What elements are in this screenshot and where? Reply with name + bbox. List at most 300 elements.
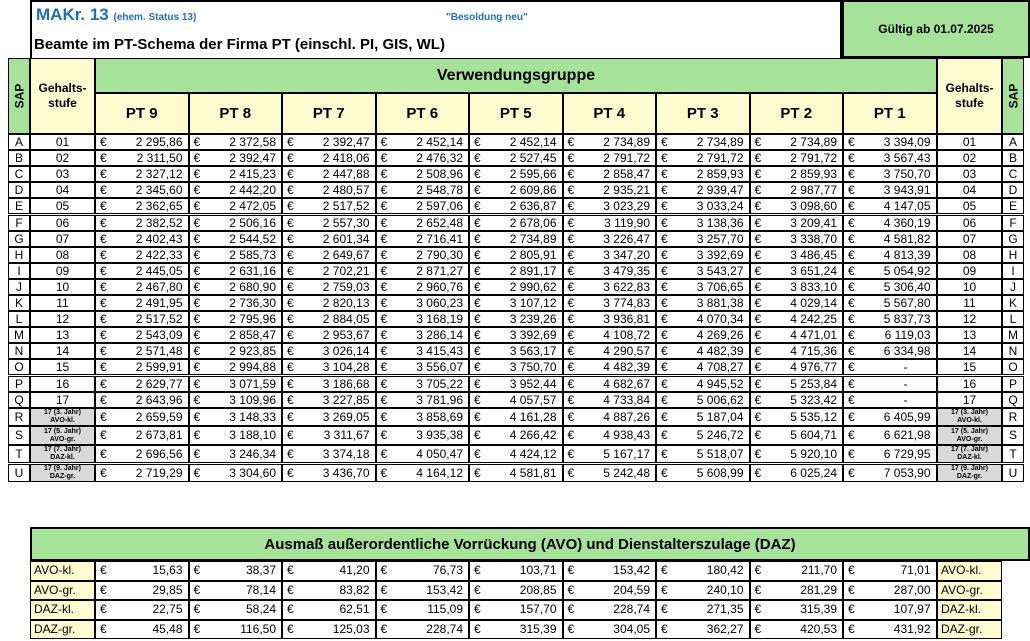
salary-cell — [282, 279, 376, 295]
avo-cell — [656, 581, 750, 601]
gehaltsstufe-left: 13 — [30, 327, 95, 343]
salary-cell — [189, 445, 283, 464]
salary-cell — [656, 150, 750, 166]
gehaltsstufe-left: 07 — [30, 231, 95, 247]
salary-value: 2 415,23 — [229, 167, 276, 182]
currency-symbol: € — [380, 215, 388, 230]
salary-cell — [376, 445, 470, 464]
salary-value: 5 054,92 — [883, 263, 931, 278]
salary-value: 4 290,57 — [603, 344, 650, 359]
salary-value: 2 871,27 — [416, 263, 463, 278]
currency-symbol: € — [661, 231, 668, 246]
sap-code-left: Q — [8, 392, 30, 408]
salary-value: 6 405,99 — [883, 409, 931, 424]
salary-cell — [750, 376, 844, 392]
salary-cell — [376, 327, 470, 343]
sap-code-right: D — [1002, 182, 1024, 198]
salary-value: 2 571,48 — [135, 344, 183, 359]
salary-cell — [282, 231, 376, 247]
currency-symbol: € — [287, 231, 294, 246]
salary-value: 2 527,45 — [509, 151, 557, 166]
currency-symbol: € — [287, 446, 294, 461]
currency-symbol: € — [100, 135, 107, 149]
currency-symbol: € — [193, 376, 201, 391]
avo-value: 83,82 — [339, 582, 370, 597]
salary-value: 2 543,09 — [135, 328, 183, 343]
currency-symbol: € — [661, 360, 668, 375]
salary-value: 3 023,29 — [603, 199, 650, 214]
currency-symbol: € — [380, 428, 388, 443]
currency-symbol: € — [100, 247, 107, 262]
avo-label-left: AVO-gr. — [30, 581, 95, 601]
currency-symbol: € — [380, 582, 388, 597]
salary-cell — [282, 426, 376, 445]
currency-symbol: € — [287, 376, 294, 391]
gehaltsstufe-right: 17 (9. Jahr) DAZ-gr. — [937, 464, 1002, 483]
currency-symbol: € — [100, 376, 107, 391]
salary-cell — [843, 445, 937, 464]
avo-section-title: Ausmaß außerordentliche Vorrückung (AVO) und Dienstalterszulage (DAZ) — [30, 527, 1030, 561]
avo-value: 271,35 — [706, 602, 744, 617]
salary-cell — [843, 392, 937, 408]
avo-value: 15,63 — [152, 563, 183, 577]
currency-symbol: € — [848, 199, 855, 214]
salary-cell — [95, 279, 189, 295]
currency-symbol: € — [661, 582, 668, 597]
salary-value: 7 053,90 — [883, 465, 931, 480]
sap-code-right: Q — [1002, 392, 1024, 408]
salary-cell — [189, 279, 283, 295]
salary-value: 2 636,87 — [509, 199, 557, 214]
currency-symbol: € — [661, 621, 668, 636]
salary-value: 3 881,38 — [696, 296, 744, 310]
salary-value: 4 360,19 — [883, 215, 931, 230]
currency-symbol: € — [193, 135, 201, 149]
salary-cell — [282, 215, 376, 231]
currency-symbol: € — [567, 296, 575, 310]
avo-value: 420,53 — [800, 621, 837, 636]
salary-value: 2 884,05 — [322, 312, 370, 327]
salary-cell — [563, 295, 657, 311]
salary-cell — [469, 408, 563, 427]
gehaltsstufe-right: 03 — [937, 166, 1002, 182]
salary-value: 3 781,96 — [416, 392, 463, 407]
currency-symbol: € — [380, 621, 388, 636]
currency-symbol: € — [661, 312, 668, 327]
salary-cell — [656, 182, 750, 198]
salary-cell — [376, 247, 470, 263]
avo-value: 211,70 — [801, 563, 837, 577]
gehaltsstufe-left: 15 — [30, 359, 95, 375]
currency-symbol: € — [193, 392, 201, 407]
currency-symbol: € — [567, 279, 575, 294]
salary-value: 4 471,01 — [790, 328, 837, 343]
currency-symbol: € — [380, 135, 388, 149]
salary-value: 2 442,20 — [229, 183, 276, 198]
currency-symbol: € — [474, 602, 481, 617]
currency-symbol: € — [193, 199, 201, 214]
salary-cell — [95, 134, 189, 150]
gehaltsstufe-right: 07 — [937, 231, 1002, 247]
currency-symbol: € — [567, 344, 575, 359]
salary-cell — [563, 279, 657, 295]
currency-symbol: € — [848, 151, 855, 166]
currency-symbol: € — [380, 167, 388, 182]
avo-label-right: DAZ-kl. — [937, 600, 1002, 620]
avo-label-right: AVO-gr. — [937, 581, 1002, 601]
salary-cell — [95, 376, 189, 392]
salary-value: 2 472,05 — [229, 199, 276, 214]
currency-symbol: € — [380, 296, 388, 310]
currency-symbol: € — [380, 602, 388, 617]
salary-value: 3 563,17 — [509, 344, 557, 359]
currency-symbol: € — [661, 602, 668, 617]
sap-code-right: L — [1002, 311, 1024, 327]
salary-cell — [376, 150, 470, 166]
currency-symbol: € — [848, 183, 855, 198]
gehaltsstufe-right: 12 — [937, 311, 1002, 327]
currency-symbol: € — [287, 215, 294, 230]
salary-cell — [843, 198, 937, 214]
salary-cell — [656, 464, 750, 483]
salary-value: 4 715,36 — [790, 344, 837, 359]
salary-cell — [189, 134, 283, 150]
salary-cell — [189, 376, 283, 392]
avo-value: 107,97 — [893, 602, 931, 617]
salary-cell — [376, 215, 470, 231]
salary-value: 2 599,91 — [135, 360, 183, 375]
currency-symbol: € — [193, 409, 201, 424]
pt-group-header: PT 2 — [750, 93, 844, 134]
currency-symbol: € — [567, 312, 575, 327]
salary-value: 4 976,77 — [790, 360, 837, 375]
currency-symbol: € — [754, 409, 762, 424]
salary-value: 2 719,29 — [135, 465, 183, 480]
salary-value: 3 706,65 — [696, 279, 744, 294]
salary-value: 2 480,57 — [322, 183, 370, 198]
salary-value: 2 557,30 — [322, 215, 370, 230]
salary-value: 3 104,28 — [322, 360, 370, 375]
currency-symbol: € — [100, 199, 107, 214]
avo-cell — [469, 600, 563, 620]
salary-value: 3 033,24 — [696, 199, 744, 214]
gehaltsstufe-left: 10 — [30, 279, 95, 295]
avo-cell — [282, 561, 376, 581]
avo-value: 58,24 — [245, 602, 276, 617]
salary-cell — [750, 134, 844, 150]
sap-code-right: T — [1002, 445, 1024, 464]
verwendungsgruppe-header: Verwendungsgruppe — [95, 58, 937, 93]
avo-value: 115,09 — [427, 602, 463, 617]
gehaltsstufe-left: 11 — [30, 295, 95, 311]
salary-value: 3 311,67 — [323, 428, 370, 443]
currency-symbol: € — [848, 247, 855, 262]
currency-symbol: € — [754, 199, 762, 214]
salary-value: 2 791,72 — [790, 151, 837, 166]
sap-code-right: I — [1002, 263, 1024, 279]
salary-cell — [656, 295, 750, 311]
salary-cell — [563, 215, 657, 231]
salary-value: 3 622,83 — [603, 279, 650, 294]
currency-symbol: € — [754, 446, 762, 461]
salary-value: 3 392,69 — [509, 328, 557, 343]
currency-symbol: € — [661, 428, 668, 443]
currency-symbol: € — [567, 563, 575, 577]
salary-cell — [656, 263, 750, 279]
salary-cell — [656, 198, 750, 214]
gehaltsstufe-right: 14 — [937, 343, 1002, 359]
avo-cell — [843, 600, 937, 620]
salary-value: 4 050,47 — [416, 446, 463, 461]
currency-symbol: € — [287, 328, 294, 343]
currency-symbol: € — [474, 446, 481, 461]
salary-cell — [750, 464, 844, 483]
salary-cell — [189, 166, 283, 182]
salary-value: 3 269,05 — [322, 409, 370, 424]
salary-value: 5 567,80 — [883, 296, 931, 310]
salary-value: 5 608,99 — [696, 465, 744, 480]
sap-code-right: F — [1002, 215, 1024, 231]
currency-symbol: € — [474, 563, 481, 577]
salary-value: 4 108,72 — [603, 328, 650, 343]
avo-cell — [656, 620, 750, 640]
gehaltsstufe-left: 03 — [30, 166, 95, 182]
salary-value: 6 025,24 — [790, 465, 837, 480]
currency-symbol: € — [287, 392, 294, 407]
currency-symbol: € — [848, 428, 855, 443]
currency-symbol: € — [287, 263, 294, 278]
currency-symbol: € — [287, 279, 294, 294]
currency-symbol: € — [661, 263, 668, 278]
scheme-code-text: MAKr. 13 — [36, 5, 109, 24]
gehaltsstufe-right: 16 — [937, 376, 1002, 392]
gehaltsstufe-left: 17 (3. Jahr) AVO-kl. — [30, 408, 95, 427]
sap-code-left: G — [8, 231, 30, 247]
currency-symbol: € — [848, 582, 855, 597]
avo-cell — [563, 620, 657, 640]
gehaltsstufe-left: 17 (5. Jahr) AVO-gr. — [30, 426, 95, 445]
salary-value: 3 338,70 — [790, 231, 837, 246]
gehaltsstufe-right: 17 (3. Jahr) AVO-kl. — [937, 408, 1002, 427]
avo-value: 41,20 — [339, 563, 370, 577]
sap-code-right: E — [1002, 198, 1024, 214]
salary-value: 6 729,95 — [883, 446, 931, 461]
salary-value: 2 295,86 — [135, 135, 183, 149]
sap-header-right — [1002, 58, 1024, 134]
currency-symbol: € — [567, 263, 575, 278]
salary-cell — [95, 408, 189, 427]
avo-value: 62,51 — [339, 602, 370, 617]
avo-value: 362,27 — [706, 621, 744, 636]
currency-symbol: € — [754, 215, 762, 230]
currency-symbol: € — [380, 465, 388, 480]
salary-cell — [563, 359, 657, 375]
currency-symbol: € — [287, 135, 294, 149]
salary-cell — [563, 166, 657, 182]
salary-cell — [95, 464, 189, 483]
currency-symbol: € — [193, 621, 201, 636]
currency-symbol: € — [848, 563, 855, 577]
salary-cell — [376, 231, 470, 247]
sap-header-right-label: SAP — [1006, 83, 1020, 109]
salary-cell — [189, 150, 283, 166]
salary-cell — [376, 134, 470, 150]
salary-cell — [656, 327, 750, 343]
salary-cell — [376, 295, 470, 311]
gehaltsstufe-right: 13 — [937, 327, 1002, 343]
currency-symbol: € — [287, 409, 294, 424]
sap-code-left: I — [8, 263, 30, 279]
salary-cell — [282, 295, 376, 311]
salary-value: 2 716,41 — [416, 231, 463, 246]
avo-cell — [563, 600, 657, 620]
salary-value: 2 345,60 — [135, 183, 183, 198]
salary-cell — [750, 198, 844, 214]
currency-symbol: € — [100, 231, 107, 246]
currency-symbol: € — [474, 428, 481, 443]
avo-cell — [750, 620, 844, 640]
currency-symbol: € — [754, 563, 762, 577]
currency-symbol: € — [567, 151, 575, 166]
salary-value: 6 119,03 — [884, 328, 931, 343]
currency-symbol: € — [100, 167, 107, 182]
currency-symbol: € — [474, 296, 481, 310]
salary-value: 2 960,76 — [416, 279, 463, 294]
gehaltsstufe-left: 12 — [30, 311, 95, 327]
avo-cell — [189, 581, 283, 601]
gehaltsstufe-left: 17 — [30, 392, 95, 408]
salary-value: 2 452,14 — [416, 135, 463, 149]
salary-value: - — [903, 376, 908, 391]
salary-value: 2 392,47 — [322, 135, 370, 149]
salary-cell — [750, 445, 844, 464]
salary-cell — [282, 327, 376, 343]
salary-cell — [843, 426, 937, 445]
salary-value: 3 148,33 — [229, 409, 276, 424]
currency-symbol: € — [848, 263, 855, 278]
avo-value: 29,85 — [152, 582, 183, 597]
currency-symbol: € — [380, 376, 388, 391]
salary-value: 3 943,91 — [883, 183, 931, 198]
avo-label-left: AVO-kl. — [30, 561, 95, 581]
sap-code-right: U — [1002, 464, 1024, 483]
currency-symbol: € — [474, 376, 481, 391]
salary-value: 3 935,38 — [416, 428, 463, 443]
currency-symbol: € — [661, 199, 668, 214]
avo-cell — [282, 581, 376, 601]
gehaltsstufe-right: 01 — [937, 134, 1002, 150]
salary-cell — [563, 198, 657, 214]
currency-symbol: € — [848, 465, 855, 480]
currency-symbol: € — [474, 409, 481, 424]
currency-symbol: € — [193, 247, 201, 262]
currency-symbol: € — [474, 135, 481, 149]
currency-symbol: € — [754, 263, 762, 278]
currency-symbol: € — [193, 446, 201, 461]
currency-symbol: € — [474, 328, 481, 343]
salary-cell — [656, 215, 750, 231]
currency-symbol: € — [380, 563, 388, 577]
salary-value: 2 734,89 — [696, 135, 744, 149]
gehaltsstufe-left: 04 — [30, 182, 95, 198]
salary-value: 2 795,96 — [229, 312, 276, 327]
salary-cell — [469, 247, 563, 263]
currency-symbol: € — [100, 215, 107, 230]
salary-cell — [843, 134, 937, 150]
gehaltsstufe-right: 17 — [937, 392, 1002, 408]
salary-value: 2 517,52 — [135, 312, 183, 327]
salary-cell — [469, 343, 563, 359]
currency-symbol: € — [567, 183, 575, 198]
salary-value: 5 837,73 — [883, 312, 931, 327]
currency-symbol: € — [848, 215, 855, 230]
salary-value: 2 629,77 — [135, 376, 183, 391]
currency-symbol: € — [567, 409, 575, 424]
salary-cell — [95, 182, 189, 198]
currency-symbol: € — [287, 296, 294, 310]
salary-value: 2 859,93 — [696, 167, 744, 182]
currency-symbol: € — [193, 215, 201, 230]
currency-symbol: € — [100, 392, 107, 407]
currency-symbol: € — [661, 151, 668, 166]
currency-symbol: € — [193, 563, 201, 577]
currency-symbol: € — [100, 582, 107, 597]
salary-cell — [469, 279, 563, 295]
salary-value: 3 060,23 — [416, 296, 463, 310]
currency-symbol: € — [848, 344, 855, 359]
salary-value: 2 467,80 — [135, 279, 183, 294]
salary-value: 3 071,59 — [229, 376, 276, 391]
salary-cell — [376, 311, 470, 327]
salary-value: 2 548,78 — [416, 183, 463, 198]
salary-cell — [95, 166, 189, 182]
currency-symbol: € — [474, 312, 481, 327]
gehaltsstufe-right: 09 — [937, 263, 1002, 279]
salary-value: 3 304,60 — [229, 465, 276, 480]
avo-value: 208,85 — [519, 582, 557, 597]
salary-value: 5 242,48 — [603, 465, 650, 480]
avo-cell — [189, 600, 283, 620]
currency-symbol: € — [380, 199, 388, 214]
currency-symbol: € — [193, 360, 201, 375]
sap-code-left: C — [8, 166, 30, 182]
salary-cell — [563, 445, 657, 464]
salary-value: 3 833,10 — [790, 279, 837, 294]
currency-symbol: € — [848, 409, 855, 424]
currency-symbol: € — [661, 344, 668, 359]
salary-value: 5 604,71 — [790, 428, 837, 443]
currency-symbol: € — [848, 279, 855, 294]
salary-cell — [843, 464, 937, 483]
salary-value: 4 164,12 — [416, 465, 463, 480]
salary-value: 5 167,17 — [603, 446, 650, 461]
avo-label-right: AVO-kl. — [937, 561, 1002, 581]
salary-cell — [843, 311, 937, 327]
salary-cell — [750, 426, 844, 445]
salary-value: 2 311,50 — [136, 151, 183, 166]
currency-symbol: € — [661, 247, 668, 262]
salary-value: 3 479,35 — [603, 263, 650, 278]
salary-cell — [656, 445, 750, 464]
salary-cell — [376, 182, 470, 198]
salary-cell — [843, 343, 937, 359]
salary-cell — [95, 327, 189, 343]
sap-code-right: A — [1002, 134, 1024, 150]
salary-cell — [563, 408, 657, 427]
currency-symbol: € — [193, 328, 201, 343]
currency-symbol: € — [287, 360, 294, 375]
salary-cell — [189, 464, 283, 483]
